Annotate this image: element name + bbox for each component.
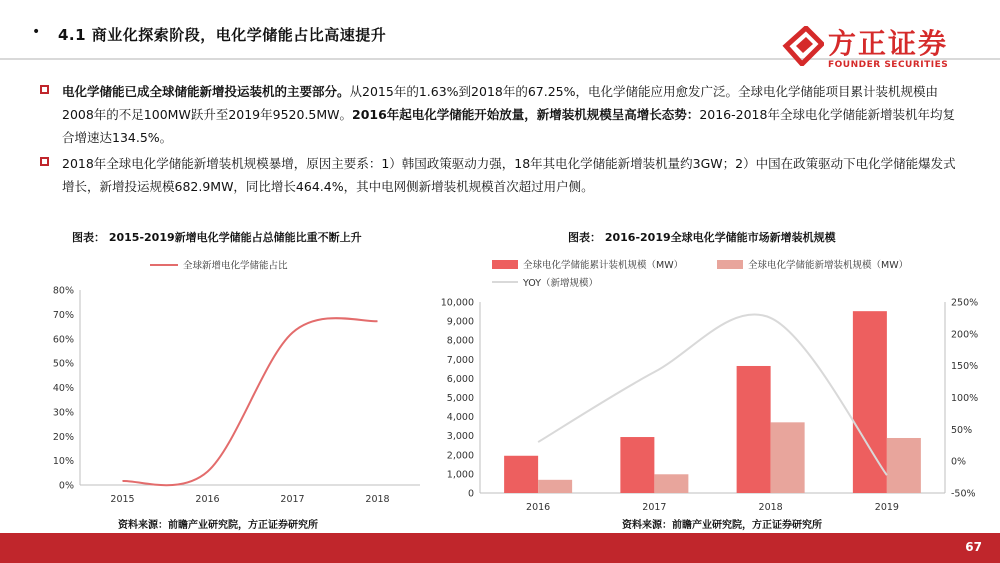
- legend-label: YOY（新增规模）: [523, 278, 599, 289]
- bar: [737, 366, 771, 493]
- x-tick-label: 2015: [110, 494, 135, 505]
- bar: [538, 480, 572, 493]
- logo-subtitle: FOUNDER SECURITIES: [828, 60, 949, 70]
- para1-text-1: 从2015年的1.63%到2018年的67.25%，电化学储能应用愈发广泛。全球电化学储能项目累计装机规模由2008年的不足100MW跃升至2019年9520.5MW。: [62, 84, 939, 122]
- legend-label: 全球电化学储能新增装机规模（MW）: [748, 260, 909, 271]
- y2-tick-label: 250%: [951, 297, 979, 309]
- bar: [504, 456, 538, 493]
- y2-tick-label: 0%: [951, 456, 967, 468]
- x-tick-label: 2016: [526, 502, 551, 513]
- y-tick-label: 4,000: [446, 412, 474, 424]
- y-tick-label: 80%: [52, 285, 74, 297]
- bullet-square-icon: [40, 85, 49, 94]
- page-number: 67: [965, 540, 982, 554]
- y-tick-label: 0: [467, 488, 474, 500]
- y-tick-label: 8,000: [446, 335, 474, 347]
- y-tick-label: 5,000: [446, 393, 474, 404]
- left-chart-source: 资料来源：前瞻产业研究院，方正证券研究所: [118, 520, 318, 531]
- right-bar-chart: [430, 248, 986, 518]
- legend-swatch: [492, 260, 518, 269]
- legend-label: 全球新增电化学储能占比: [183, 260, 288, 272]
- right-chart-source: 资料来源：前瞻产业研究院，方正证券研究所: [622, 520, 822, 531]
- y2-tick-label: 200%: [951, 329, 979, 341]
- footer-bar: [0, 533, 1000, 563]
- y-tick-label: 6,000: [446, 373, 474, 385]
- legend-swatch: [717, 260, 743, 269]
- logo: [782, 26, 982, 72]
- bar: [620, 437, 654, 493]
- para1-bold-1: 电化学储能已成全球储能新增投运装机的主要部分。: [62, 84, 350, 99]
- logo-name: 方正证券: [828, 27, 949, 60]
- series-line: [123, 318, 378, 485]
- left-chart-title: 图表： 2015-2019新增电化学储能占总储能比重不断上升: [72, 231, 362, 244]
- para1-bold-2: 2016年起电化学储能开始放量，新增装机规模呈高增长态势：: [352, 107, 700, 122]
- x-tick-label: 2017: [280, 494, 305, 505]
- page-title: 4.1 商业化探索阶段，电化学储能占比高速提升: [58, 26, 387, 44]
- y-tick-label: 10,000: [440, 297, 474, 309]
- title-bullet: •: [32, 24, 41, 40]
- y-tick-label: 40%: [52, 383, 74, 394]
- y2-tick-label: 100%: [951, 393, 979, 404]
- right-chart-title: 图表： 2016-2019全球电化学储能市场新增装机规模: [568, 231, 836, 244]
- x-tick-label: 2017: [642, 502, 667, 513]
- x-tick-label: 2018: [365, 494, 390, 505]
- y2-tick-label: 50%: [951, 424, 973, 436]
- y2-tick-label: 150%: [951, 361, 979, 373]
- x-tick-label: 2019: [874, 502, 899, 513]
- x-tick-label: 2018: [758, 502, 783, 513]
- y-tick-label: 60%: [52, 334, 74, 346]
- bullet-square-icon: [40, 157, 49, 166]
- yoy-line: [538, 314, 887, 475]
- paragraph-1: [40, 80, 960, 149]
- bar: [853, 311, 887, 493]
- y-tick-label: 70%: [52, 309, 74, 321]
- y-tick-label: 7,000: [446, 354, 474, 366]
- y-tick-label: 50%: [52, 358, 74, 370]
- x-tick-label: 2016: [195, 494, 220, 505]
- y-tick-label: 3,000: [446, 431, 474, 443]
- left-line-chart: [20, 248, 450, 518]
- y-tick-label: 0%: [58, 480, 74, 492]
- bar: [887, 438, 921, 493]
- logo-mark-icon: [782, 26, 824, 66]
- para1-text-2: 2016-2018年全球电化学储能新增装机年均复合增速达134.5%。: [62, 107, 955, 145]
- y-tick-label: 9,000: [446, 316, 474, 328]
- y-tick-label: 10%: [52, 456, 74, 468]
- y-tick-label: 30%: [52, 407, 74, 419]
- y-tick-label: 1,000: [446, 469, 474, 481]
- y-tick-label: 2,000: [446, 450, 474, 462]
- bar: [771, 422, 805, 493]
- y2-tick-label: -50%: [951, 488, 976, 500]
- legend-label: 全球电化学储能累计装机规模（MW）: [523, 260, 684, 271]
- y-tick-label: 20%: [52, 431, 74, 443]
- para2-text: 2018年全球电化学储能新增装机规模暴增，原因主要系：1）韩国政策驱动力强，18年其电化学储能新增装机量约3GW；2）中国在政策驱动下电化学储能爆发式增长，新增投运规模682.9MW，同比增长464.4%，其中电网侧新增装机规模首次超过用户侧。: [62, 156, 956, 194]
- paragraph-2: [40, 152, 960, 198]
- bar: [654, 474, 688, 493]
